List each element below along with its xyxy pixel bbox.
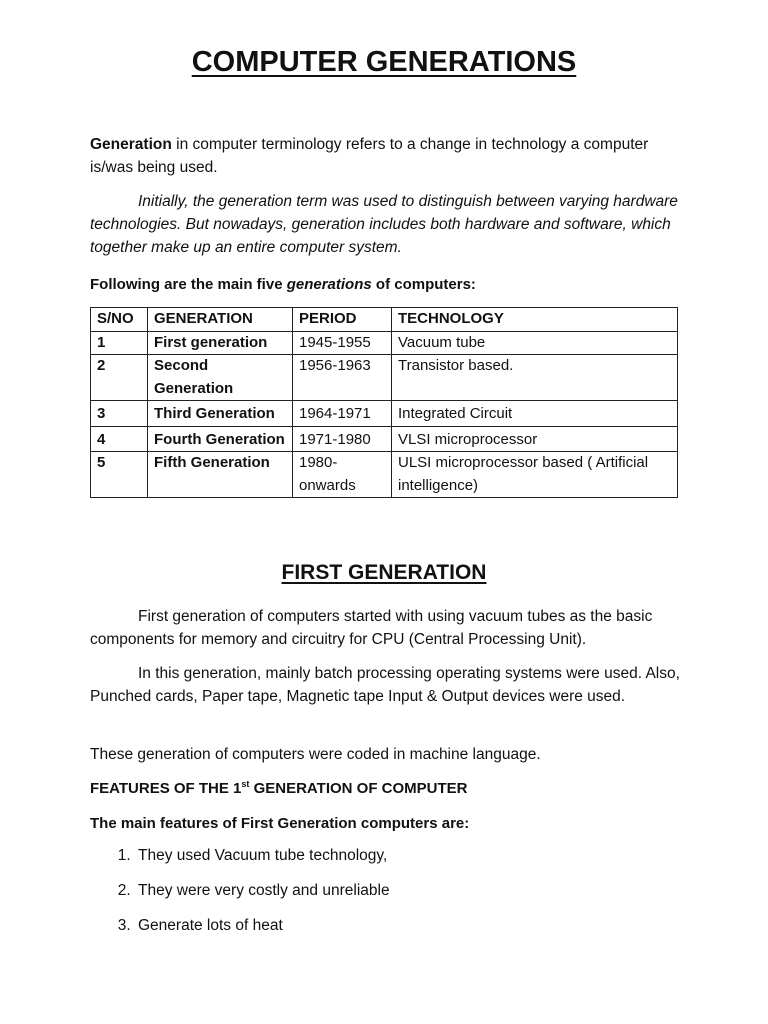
cell-generation: Fourth Generation <box>148 426 293 452</box>
cell-sno: 2 <box>91 355 148 401</box>
cell-technology: VLSI microprocessor <box>392 426 678 452</box>
list-item: 3. Generate lots of heat <box>135 914 695 937</box>
cell-sno: 5 <box>91 452 148 498</box>
table-row <box>91 452 678 498</box>
list-item: 1. They used Vacuum tube technology, <box>135 844 695 867</box>
cell-generation: Fifth Generation <box>148 452 293 498</box>
cell-period: 1971-1980 <box>293 426 392 452</box>
first-gen-para-3: These generation of computers were coded in machine language. <box>90 746 541 763</box>
features-intro: The main features of First Generation computers are: <box>90 815 470 832</box>
features-heading-sup: st <box>241 779 250 789</box>
following-line <box>90 273 690 296</box>
table-row <box>91 401 678 427</box>
cell-technology: Vacuum tube <box>392 331 678 355</box>
cell-generation: First generation <box>148 331 293 355</box>
term-generation: Generation <box>90 136 172 153</box>
table-row <box>91 331 678 355</box>
features-heading <box>90 777 690 800</box>
table-row <box>91 355 678 401</box>
cell-technology: Integrated Circuit <box>392 401 678 427</box>
first-gen-para-2: In this generation, mainly batch processing operating systems were used. Also, Punched cards, Paper tape, Magnetic tape Input & Output devices were used. <box>90 665 680 705</box>
features-heading-suffix: GENERATION OF COMPUTER <box>249 780 468 797</box>
generations-table <box>90 307 678 498</box>
definition-text: in computer terminology refers to a change in technology a computer is/was being used. <box>90 136 649 176</box>
header-generation: GENERATION <box>148 308 293 332</box>
header-period: PERIOD <box>293 308 392 332</box>
cell-period: 1945-1955 <box>293 331 392 355</box>
cell-generation: Third Generation <box>148 401 293 427</box>
intro-initially: Initially, the generation term was used to distinguish between varying hardware technologies. But nowadays, generation includes both hardware and software, which together make up an entire computer system. <box>90 193 678 256</box>
header-technology: TECHNOLOGY <box>392 308 678 332</box>
cell-sno: 3 <box>91 401 148 427</box>
table-header-row <box>91 308 678 332</box>
features-heading-prefix: FEATURES OF THE 1 <box>90 780 242 797</box>
first-gen-para-1: First generation of computers started with using vacuum tubes as the basic components for memory and circuitry for CPU (Central Processing Unit). <box>90 608 653 648</box>
page-title: COMPUTER GENERATIONS <box>191 46 577 78</box>
header-sno: S/NO <box>91 308 148 332</box>
following-emph: generations <box>286 276 372 293</box>
cell-generation: Second Generation <box>148 355 293 401</box>
following-suffix: of computers: <box>371 276 476 293</box>
cell-technology: ULSI microprocessor based ( Artificial intelligence) <box>392 452 678 498</box>
table-row <box>91 426 678 452</box>
following-prefix: Following are the main five <box>90 276 287 293</box>
section-title-first-generation: FIRST GENERATION <box>281 561 487 584</box>
intro-definition <box>90 133 690 179</box>
cell-sno: 1 <box>91 331 148 355</box>
cell-sno: 4 <box>91 426 148 452</box>
cell-technology: Transistor based. <box>392 355 678 401</box>
features-list <box>90 844 695 949</box>
cell-period: 1980-onwards <box>293 452 392 498</box>
list-item: 2. They were very costly and unreliable <box>135 879 695 902</box>
cell-period: 1956-1963 <box>293 355 392 401</box>
cell-period: 1964-1971 <box>293 401 392 427</box>
